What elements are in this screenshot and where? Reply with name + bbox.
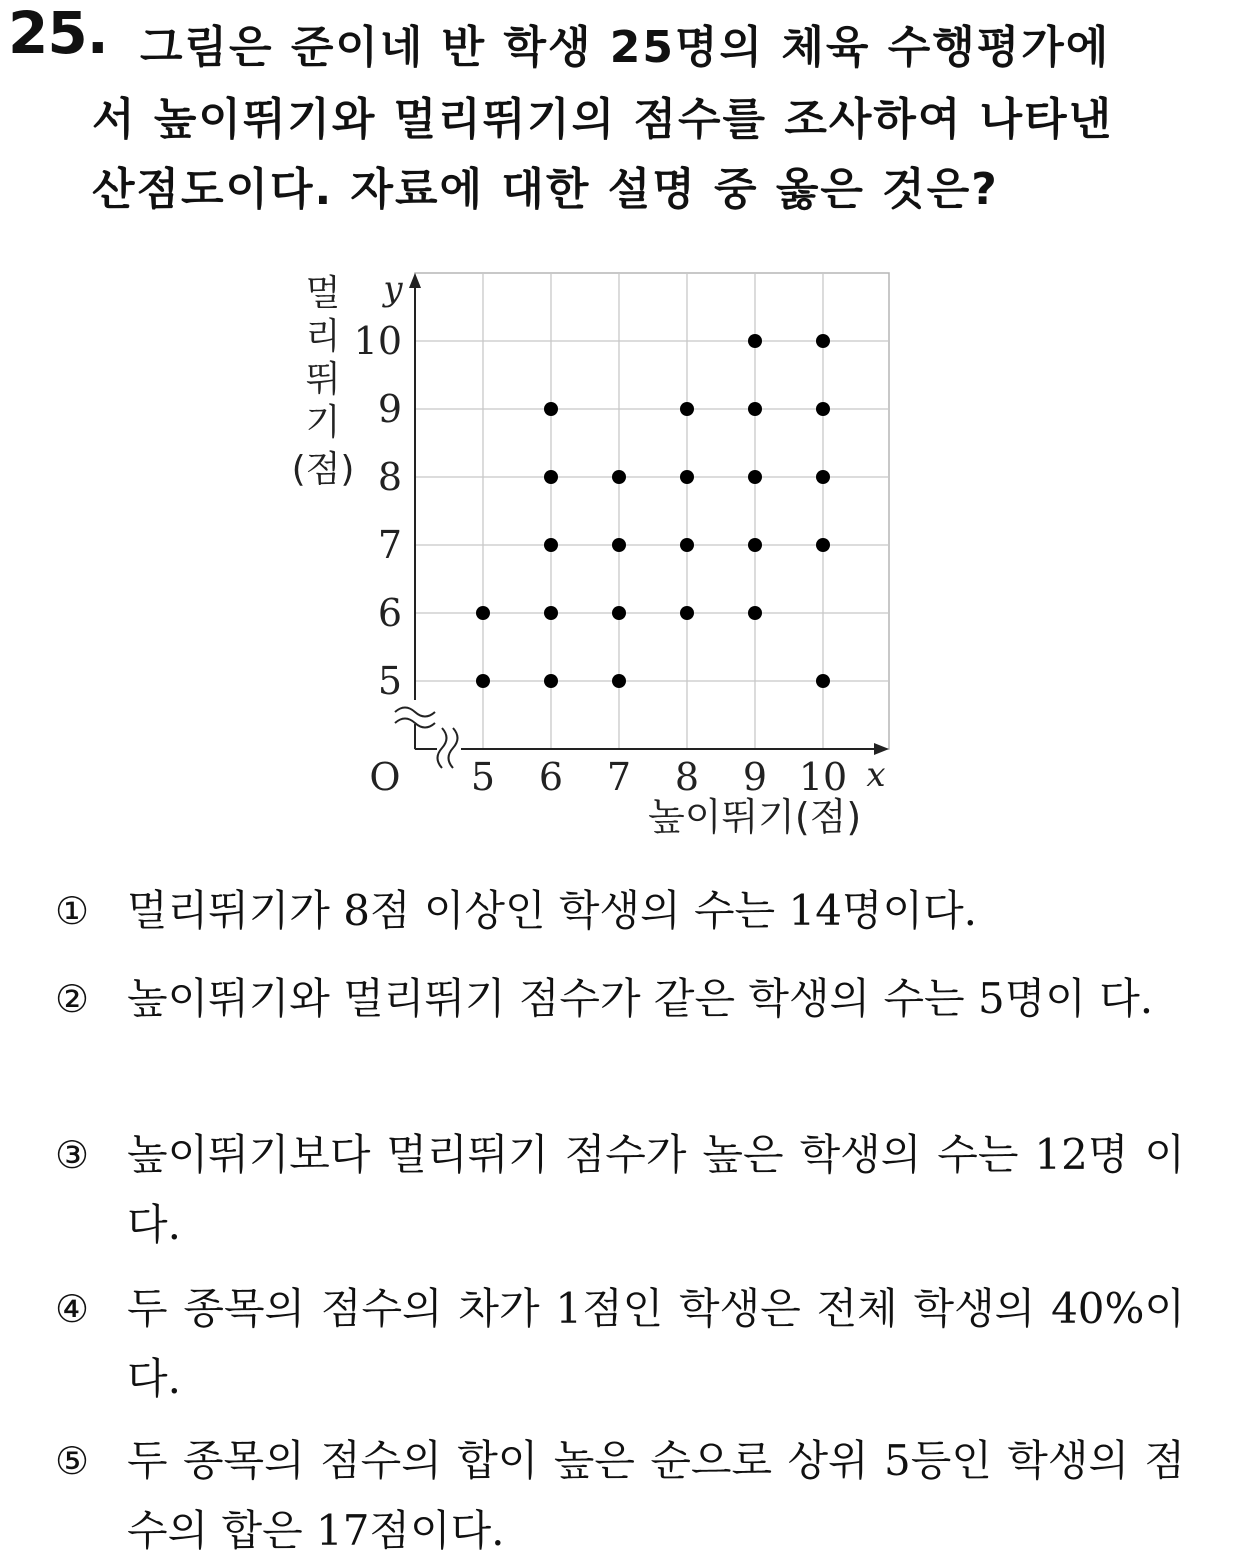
data-point	[816, 470, 830, 484]
option-5[interactable]	[55, 1426, 1185, 1566]
option-3-text: 높이뛰기보다 멀리뛰기 점수가 높은 학생의 수는 12명 이다.	[127, 1130, 1185, 1249]
y-axis-symbol: y	[383, 269, 403, 309]
option-5-text: 두 종목의 점수의 합이 높은 순으로 상위 5등인 학생의 점수의 합은 17점이다.	[127, 1436, 1185, 1555]
option-1-mark: ①	[55, 889, 90, 933]
x-tick-label: 7	[606, 755, 632, 799]
question-line-3: 산점도이다. 자료에 대한 설명 중 옳은 것은?	[92, 164, 999, 215]
option-5-mark: ⑤	[55, 1439, 90, 1483]
data-point	[612, 470, 626, 484]
question-line-1: 그림은 준이네 반 학생 25명의 체육 수행평가에	[140, 22, 1111, 73]
origin-label: O	[369, 755, 401, 799]
data-point	[544, 538, 558, 552]
y-tick-label: 7	[377, 523, 402, 567]
option-1-text: 멀리뛰기가 8점 이상인 학생의 수는 14명이다.	[127, 886, 977, 935]
x-tick-label: 5	[470, 755, 496, 799]
option-2[interactable]	[55, 964, 1185, 1034]
data-point	[612, 538, 626, 552]
option-4-mark: ④	[55, 1287, 90, 1331]
x-tick-label: 6	[538, 755, 564, 799]
x-axis-symbol: x	[866, 755, 886, 795]
data-point	[476, 606, 490, 620]
y-axis-arrow-icon	[409, 273, 421, 288]
data-point	[544, 606, 558, 620]
data-point	[816, 334, 830, 348]
question-line-2: 서 높이뛰기와 멀리뛰기의 점수를 조사하여 나타낸	[92, 94, 1114, 145]
data-point	[748, 470, 762, 484]
data-point	[544, 402, 558, 416]
data-point	[816, 538, 830, 552]
data-point	[544, 470, 558, 484]
x-axis-label: 높이뛰기(점)	[648, 795, 862, 839]
data-point	[816, 402, 830, 416]
y-axis-label: 멀 리 뛰 기 (점)	[291, 273, 355, 490]
x-tick-label: 10	[798, 755, 848, 799]
data-point	[544, 674, 558, 688]
x-tick-label: 8	[674, 755, 700, 799]
y-tick-label: 10	[353, 319, 402, 363]
y-tick-label: 8	[377, 455, 402, 499]
data-point	[680, 538, 694, 552]
data-point	[748, 334, 762, 348]
data-point	[680, 470, 694, 484]
option-4[interactable]	[55, 1274, 1185, 1414]
question-number: 25.	[8, 0, 108, 67]
option-4-text: 두 종목의 점수의 차가 1점인 학생은 전체 학생의 40%이다.	[127, 1284, 1185, 1403]
data-point	[612, 674, 626, 688]
data-point	[680, 402, 694, 416]
data-point	[476, 674, 490, 688]
data-point	[748, 538, 762, 552]
data-point	[612, 606, 626, 620]
y-tick-label: 5	[377, 659, 402, 703]
x-tick-label: 9	[742, 755, 768, 799]
data-point	[748, 402, 762, 416]
option-1[interactable]	[55, 876, 1185, 946]
option-2-text: 높이뛰기와 멀리뛰기 점수가 같은 학생의 수는 5명이 다.	[127, 974, 1154, 1023]
y-tick-label: 9	[377, 387, 402, 431]
option-2-mark: ②	[55, 977, 90, 1021]
x-axis-arrow-icon	[874, 743, 889, 755]
data-point	[816, 674, 830, 688]
data-point	[680, 606, 694, 620]
option-3-mark: ③	[55, 1133, 90, 1177]
option-3[interactable]	[55, 1120, 1185, 1260]
data-point	[748, 606, 762, 620]
y-tick-label: 6	[377, 591, 402, 635]
